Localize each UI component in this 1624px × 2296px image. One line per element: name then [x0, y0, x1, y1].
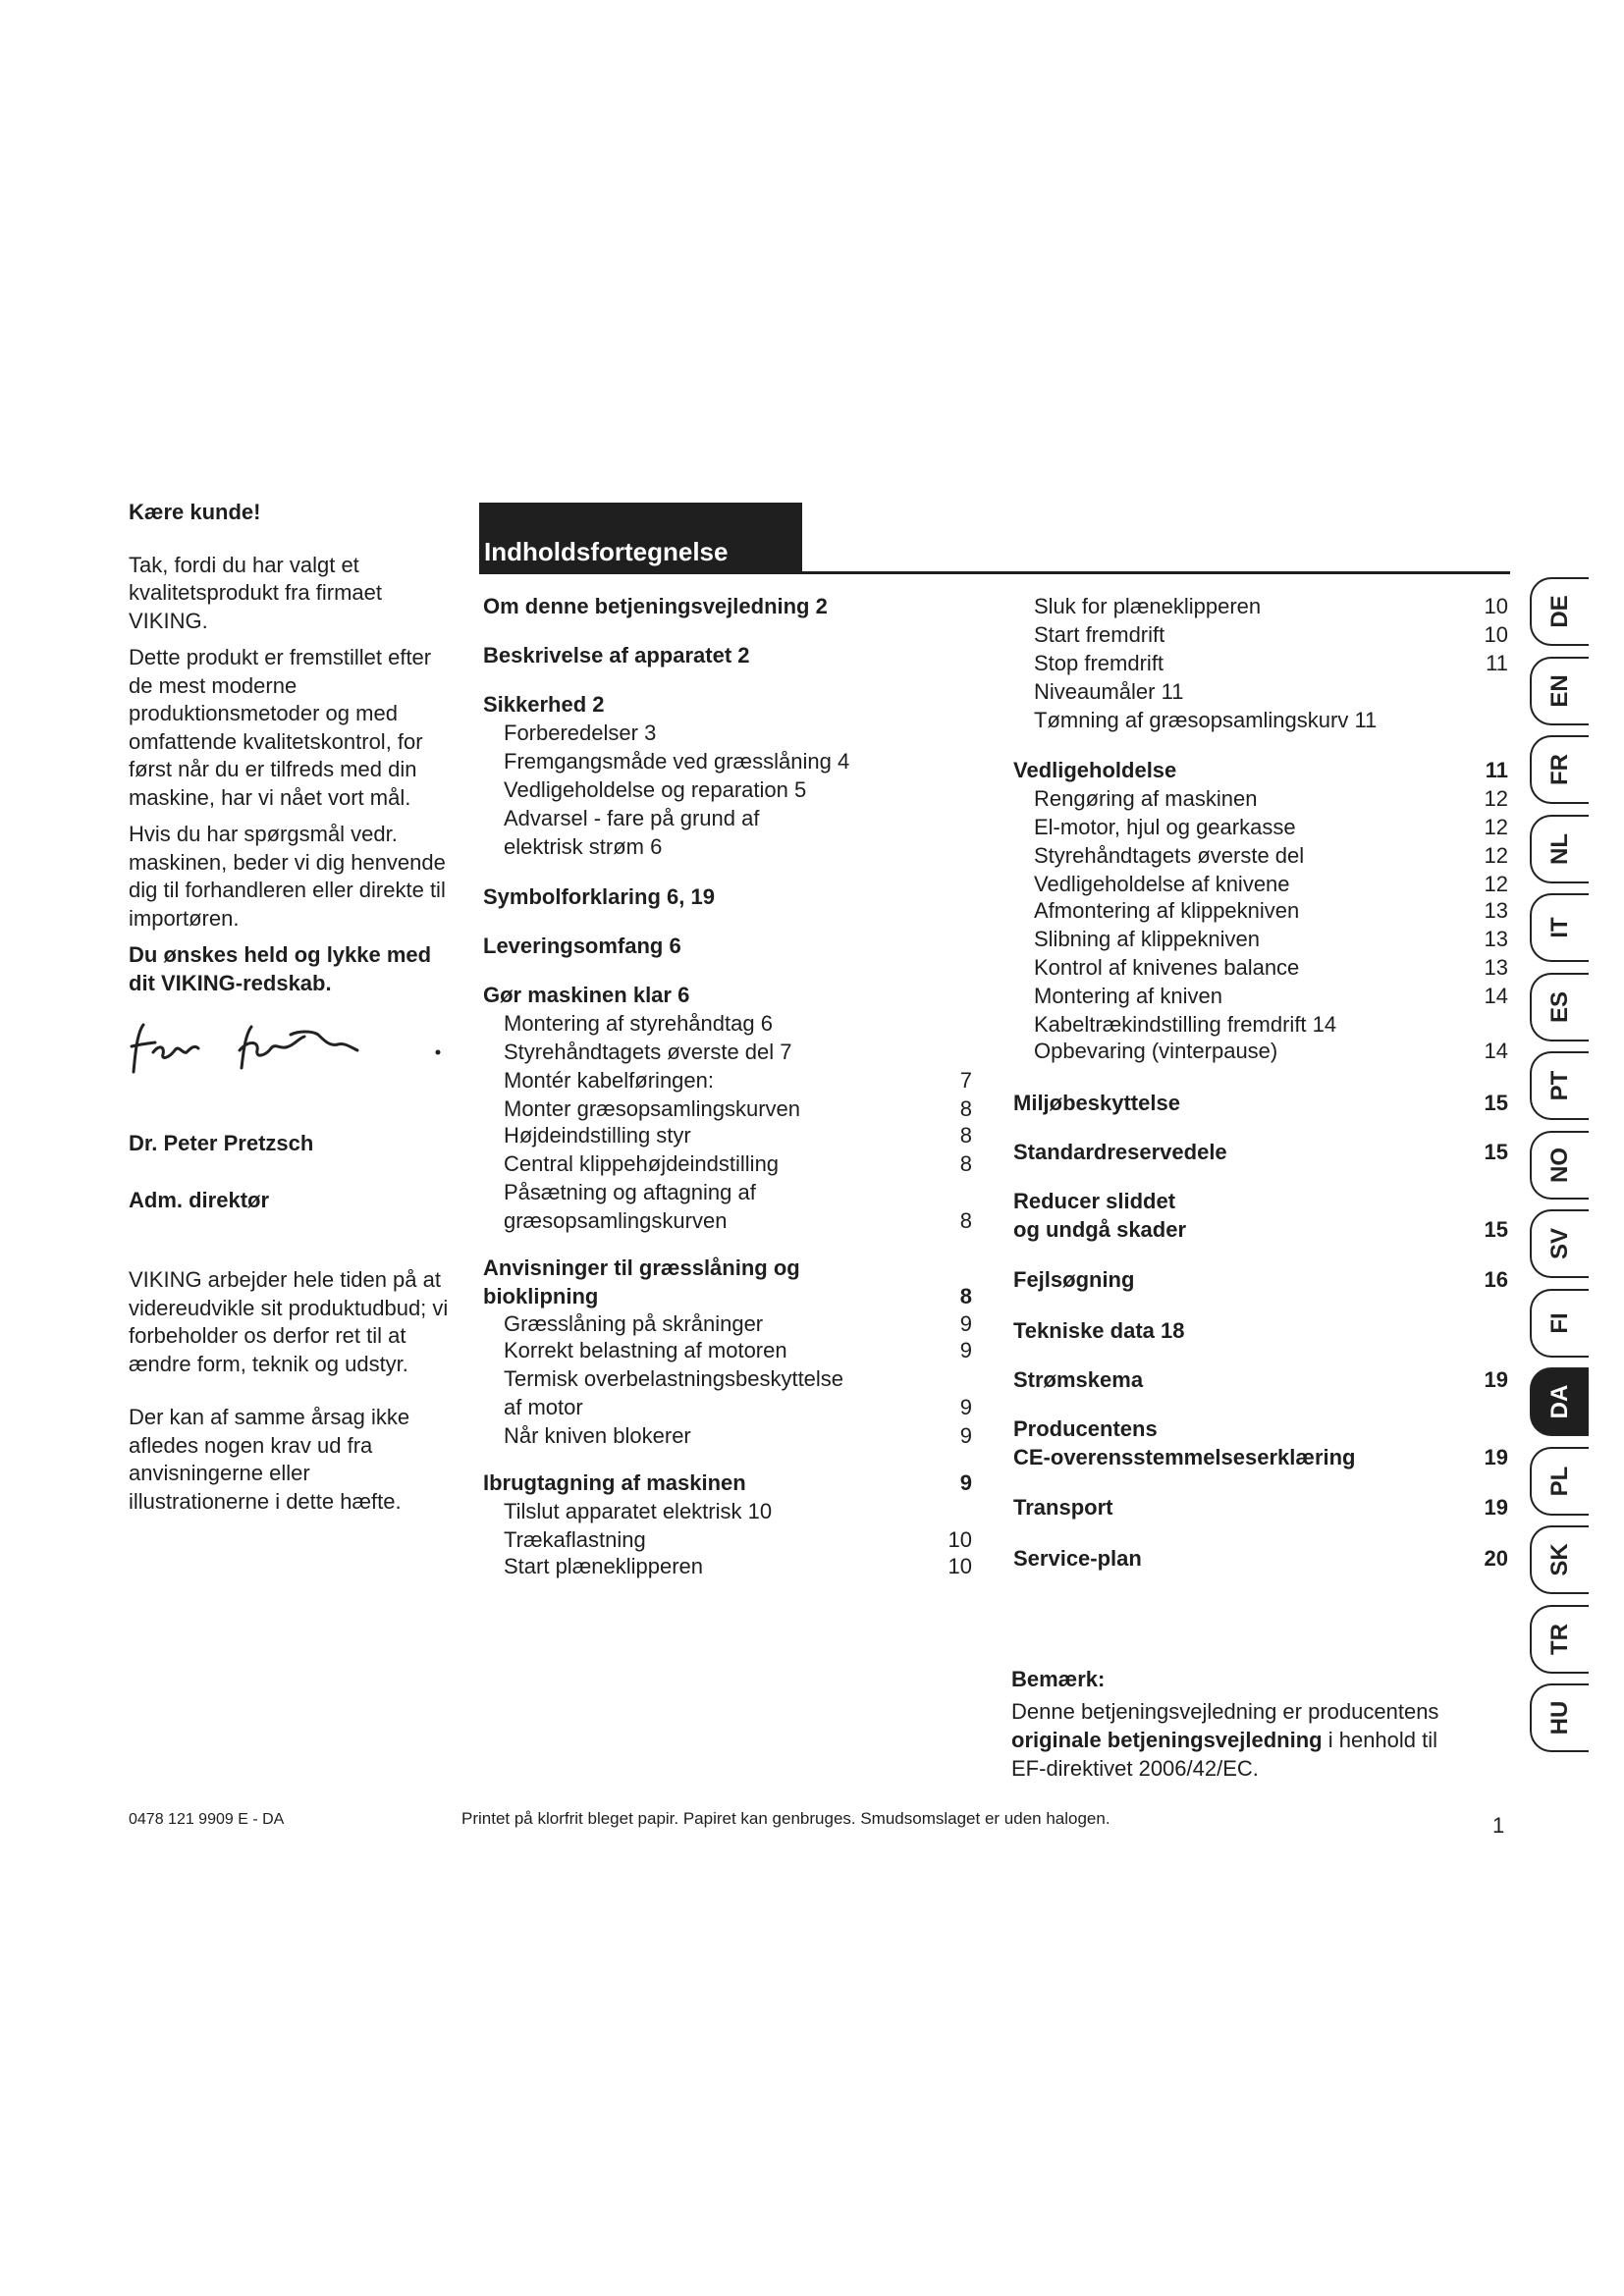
- toc-subentry[interactable]: Vedligeholdelse og reparation 5: [504, 777, 807, 802]
- toc-subentry[interactable]: elektrisk strøm 6: [504, 834, 663, 859]
- toc-heading[interactable]: Om denne betjeningsvejledning 2: [483, 594, 828, 618]
- toc-subentry[interactable]: Central klippehøjdeindstilling: [504, 1151, 780, 1176]
- toc-subentry[interactable]: Korrekt belastning af motoren: [504, 1338, 787, 1362]
- toc-page-number: 9: [959, 1311, 972, 1336]
- language-tab-sk[interactable]: [1530, 1525, 1589, 1594]
- language-tab-fr[interactable]: [1530, 735, 1589, 804]
- toc-page-number: 15: [1484, 1217, 1508, 1242]
- toc-heading[interactable]: Anvisninger til græsslåning og: [483, 1255, 800, 1280]
- language-tab-da[interactable]: [1530, 1367, 1589, 1436]
- toc-page-number: 15: [1484, 1140, 1508, 1164]
- disclaimer-paragraph: VIKING arbejder hele tiden på at videreudvikle sit produktudbud; vi forbeholder os derfor ret til at ændre form, teknik og udstyr.: [129, 1267, 449, 1376]
- intro-column: [129, 499, 453, 1006]
- page-number: 1: [1492, 1813, 1505, 1838]
- intro-paragraph: Tak, fordi du har valgt et kvalitetsprodukt fra firmaet VIKING.: [129, 552, 382, 633]
- toc-page-number: 9: [959, 1395, 972, 1419]
- toc-subentry[interactable]: græsopsamlingskurven: [504, 1208, 728, 1233]
- toc-page-number: 9: [959, 1423, 972, 1448]
- greeting: Kære kunde!: [129, 500, 261, 524]
- toc-heading[interactable]: Standardreservedele: [1013, 1140, 1227, 1164]
- note-box: [1011, 1665, 1502, 1783]
- toc-subentry[interactable]: Afmontering af klippekniven: [1034, 898, 1300, 923]
- toc-page-number: 10: [947, 1554, 972, 1578]
- toc-subentry[interactable]: Fremgangsmåde ved græsslåning 4: [504, 749, 850, 774]
- toc-subentry[interactable]: Tømning af græsopsamlingskurv 11: [1034, 708, 1378, 732]
- toc-subentry[interactable]: Start plæneklipperen: [504, 1554, 704, 1578]
- toc-heading[interactable]: Symbolforklaring 6, 19: [483, 884, 715, 909]
- toc-heading[interactable]: Sikkerhed 2: [483, 692, 605, 717]
- toc-subentry[interactable]: Kontrol af knivenes balance: [1034, 955, 1300, 980]
- toc-subentry[interactable]: Græsslåning på skråninger: [504, 1311, 764, 1336]
- language-tab-label: EN: [1546, 673, 1573, 708]
- language-tab-label: HU: [1546, 1700, 1573, 1735]
- toc-heading[interactable]: Strømskema: [1013, 1367, 1144, 1392]
- toc-page-number: 19: [1484, 1495, 1508, 1520]
- toc-page-number: 13: [1484, 955, 1508, 980]
- toc-title: Indholdsfortegnelse: [484, 537, 729, 566]
- toc-subentry[interactable]: Montering af styrehåndtag 6: [504, 1011, 773, 1036]
- note-line-rest: i henhold til: [1322, 1728, 1438, 1752]
- language-tab-pt[interactable]: [1530, 1051, 1589, 1120]
- toc-page-number: 20: [1484, 1546, 1508, 1571]
- toc-heading[interactable]: Miljøbeskyttelse: [1013, 1091, 1180, 1115]
- toc-page-number: 8: [959, 1151, 972, 1176]
- note-line: EF-direktivet 2006/42/EC.: [1011, 1756, 1259, 1781]
- toc-heading[interactable]: Reducer sliddet: [1013, 1189, 1176, 1213]
- toc-subentry[interactable]: Slibning af klippekniven: [1034, 927, 1260, 951]
- toc-page-number: 12: [1484, 843, 1508, 868]
- note-emphasis: originale betjeningsvejledning: [1011, 1728, 1323, 1752]
- language-tab-label: ES: [1546, 990, 1573, 1023]
- language-tab-label: PL: [1546, 1466, 1573, 1496]
- language-tab-label: NL: [1546, 832, 1573, 865]
- language-tab-label: IT: [1546, 917, 1573, 938]
- language-tab-en[interactable]: [1530, 657, 1589, 725]
- language-tab-label: NO: [1546, 1147, 1573, 1183]
- language-tab-label: PT: [1546, 1070, 1573, 1101]
- toc-subentry[interactable]: Opbevaring (vinterpause): [1034, 1039, 1278, 1063]
- toc-subentry[interactable]: Styrehåndtagets øverste del: [1034, 843, 1305, 868]
- language-tab-label: DE: [1546, 595, 1573, 628]
- footer-note: Printet på klorfrit bleget papir. Papiret kan genbruges. Smudsomslaget er uden halogen.: [461, 1809, 1110, 1828]
- note-line: Denne betjeningsvejledning er producentens: [1011, 1699, 1439, 1724]
- toc-subentry[interactable]: Vedligeholdelse af knivene: [1034, 872, 1290, 896]
- toc-subentry[interactable]: Advarsel - fare på grund af: [504, 806, 760, 830]
- toc-heading[interactable]: Transport: [1013, 1495, 1113, 1520]
- disclaimer-paragraph: Der kan af samme årsag ikke afledes nogen krav ud fra anvisningerne eller illustrationerne i dette hæfte.: [129, 1405, 410, 1514]
- toc-page-number: 16: [1484, 1267, 1508, 1292]
- language-tab-hu[interactable]: [1530, 1683, 1589, 1752]
- language-tab-fi[interactable]: [1530, 1289, 1589, 1358]
- toc-subentry[interactable]: Styrehåndtagets øverste del 7: [504, 1040, 792, 1064]
- toc-header: [479, 503, 802, 571]
- language-tab-no[interactable]: [1530, 1131, 1589, 1200]
- toc-subentry[interactable]: Start fremdrift: [1034, 622, 1165, 647]
- toc-heading[interactable]: Tekniske data 18: [1013, 1318, 1185, 1343]
- toc-heading[interactable]: Beskrivelse af apparatet 2: [483, 643, 750, 667]
- language-tab-nl[interactable]: [1530, 815, 1589, 883]
- toc-page-number: 12: [1484, 872, 1508, 896]
- toc-subentry[interactable]: Montér kabelføringen:: [504, 1068, 714, 1093]
- toc-page-number: 14: [1484, 1039, 1508, 1063]
- toc-heading[interactable]: Producentens: [1013, 1416, 1158, 1441]
- toc-heading[interactable]: Fejlsøgning: [1013, 1267, 1135, 1292]
- toc-page-number: 19: [1484, 1367, 1508, 1392]
- toc-page-number: 8: [959, 1096, 972, 1121]
- language-tab-label: SK: [1546, 1543, 1573, 1576]
- language-tab-label: TR: [1546, 1623, 1573, 1655]
- toc-divider: [479, 571, 1510, 574]
- toc-page-number: 12: [1484, 786, 1508, 811]
- signer-name: Dr. Peter Pretzsch: [129, 1131, 314, 1155]
- toc-page-number: 13: [1484, 927, 1508, 951]
- toc-page-number: 8: [959, 1208, 972, 1233]
- toc-page-number: 10: [947, 1527, 972, 1552]
- toc-page-number: 13: [1484, 898, 1508, 923]
- toc-subentry[interactable]: Rengøring af maskinen: [1034, 786, 1258, 811]
- toc-subentry[interactable]: Sluk for plæneklipperen: [1034, 594, 1262, 618]
- toc-subentry[interactable]: Termisk overbelastningsbeskyttelse: [504, 1366, 844, 1391]
- toc-page-number: 11: [1485, 758, 1508, 782]
- toc-page-number: 19: [1484, 1445, 1508, 1469]
- toc-heading[interactable]: Ibrugtagning af maskinen: [483, 1470, 746, 1495]
- toc-subentry[interactable]: Stop fremdrift: [1034, 651, 1164, 675]
- toc-subentry[interactable]: af motor: [504, 1395, 583, 1419]
- intro-paragraph: Dette produkt er fremstillet efter de mest moderne produktionsmetoder og med omfattende kvalitetskontrol, for først når du er tilfreds med din maskine, har vi nået vort mål.: [129, 645, 432, 810]
- signature-image: [126, 1011, 460, 1090]
- note-line: [1011, 1726, 1502, 1754]
- language-tab-tr[interactable]: [1530, 1605, 1589, 1674]
- toc-page-number: 10: [1484, 622, 1508, 647]
- toc-heading[interactable]: bioklipning: [483, 1284, 599, 1308]
- toc-subentry[interactable]: Forberedelser 3: [504, 721, 657, 745]
- language-tab-label: FR: [1546, 754, 1573, 785]
- toc-heading[interactable]: Service-plan: [1013, 1546, 1142, 1571]
- toc-heading[interactable]: Vedligeholdelse: [1013, 758, 1177, 782]
- toc-page-number: 8: [959, 1123, 972, 1148]
- toc-subentry[interactable]: Kabeltrækindstilling fremdrift 14: [1034, 1012, 1337, 1037]
- toc-page-number: 11: [1486, 651, 1508, 675]
- toc-heading[interactable]: Gør maskinen klar 6: [483, 983, 690, 1007]
- toc-page-number: 14: [1484, 984, 1508, 1008]
- toc-heading[interactable]: og undgå skader: [1013, 1217, 1187, 1242]
- toc-page-number: 9: [959, 1470, 972, 1495]
- language-tab-de[interactable]: [1530, 577, 1589, 646]
- language-tab-pl[interactable]: [1530, 1447, 1589, 1516]
- language-tab-label: FI: [1546, 1311, 1573, 1334]
- toc-page-number: 8: [959, 1284, 972, 1308]
- language-tab-label: DA: [1546, 1384, 1573, 1419]
- wish-text: Du ønskes held og lykke med dit VIKING-redskab.: [129, 942, 432, 995]
- toc-subentry[interactable]: Når kniven blokerer: [504, 1423, 691, 1448]
- toc-page-number: 9: [959, 1338, 972, 1362]
- language-tab-es[interactable]: [1530, 973, 1589, 1041]
- toc-heading[interactable]: Leveringsomfang 6: [483, 934, 681, 958]
- toc-page-number: 7: [959, 1068, 972, 1093]
- toc-subentry[interactable]: Montering af kniven: [1034, 984, 1222, 1008]
- language-tab-it[interactable]: [1530, 893, 1589, 962]
- language-tab-label: SV: [1546, 1227, 1573, 1260]
- toc-page-number: 12: [1484, 815, 1508, 839]
- toc-subentry[interactable]: Trækaflastning: [504, 1527, 646, 1552]
- disclaimer-column: [129, 1266, 453, 1541]
- note-title: Bemærk:: [1011, 1667, 1106, 1691]
- toc-subentry[interactable]: Højdeindstilling styr: [504, 1123, 691, 1148]
- signer-title: Adm. direktør: [129, 1188, 270, 1212]
- toc-heading[interactable]: CE-overensstemmelseserklæring: [1013, 1445, 1356, 1469]
- toc-page-number: 10: [1484, 594, 1508, 618]
- toc-page-number: 15: [1484, 1091, 1508, 1115]
- toc-subentry[interactable]: Påsætning og aftagning af: [504, 1180, 756, 1204]
- toc-subentry[interactable]: Monter græsopsamlingskurven: [504, 1096, 801, 1121]
- intro-paragraph: Hvis du har spørgsmål vedr. maskinen, beder vi dig henvende dig til forhandleren eller direkte til importøren.: [129, 822, 446, 931]
- document-code: 0478 121 9909 E - DA: [129, 1811, 285, 1828]
- toc-subentry[interactable]: Tilslut apparatet elektrisk 10: [504, 1499, 773, 1523]
- toc-subentry[interactable]: Niveaumåler 11: [1034, 679, 1184, 704]
- toc-subentry[interactable]: El-motor, hjul og gearkasse: [1034, 815, 1296, 839]
- language-tab-sv[interactable]: [1530, 1209, 1589, 1278]
